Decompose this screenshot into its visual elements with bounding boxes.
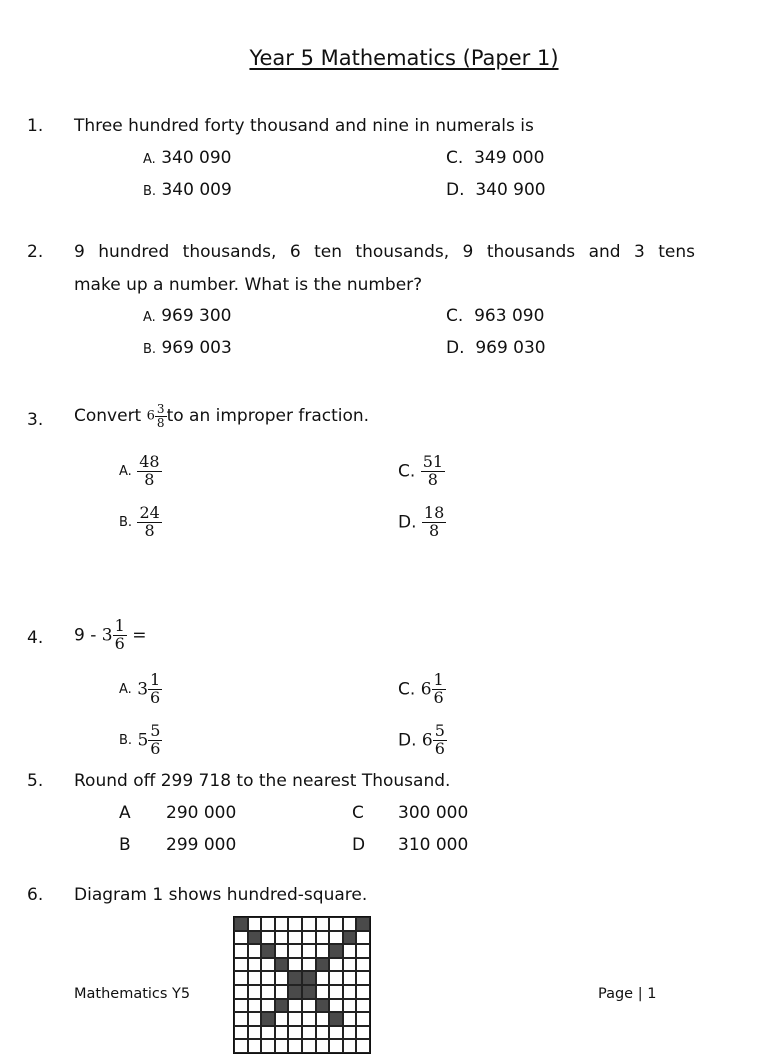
grid-cell [248,985,262,999]
grid-cell [234,999,248,1013]
grid-cell [356,931,370,945]
grid-cell [261,971,275,985]
grid-cell [248,917,262,931]
grid-cell [343,958,357,972]
question-3-text: Convert 6 $\frac{3}{8}$ to an improper fraction. [74,402,370,430]
grid-cell [329,999,343,1013]
question-4-expression: 9 - 3 $\frac{1}{6}$ = [74,616,147,653]
grid-cell [288,1026,302,1040]
grid-cell [234,917,248,931]
footer-page-number: Page | 1 [598,986,657,1002]
grid-cell [261,1039,275,1053]
grid-cell [329,985,343,999]
grid-cell [288,931,302,945]
question-4-option-b: B. 5 $\frac{5}{6}$ [119,721,161,758]
grid-cell [302,985,316,999]
grid-cell [261,917,275,931]
grid-cell [288,985,302,999]
grid-cell [261,931,275,945]
question-2-option-a: A. 969 300 [143,306,232,326]
question-2-number: 2. [27,242,44,262]
grid-cell [234,971,248,985]
question-2-option-b: B. 969 003 [143,338,232,358]
grid-cell [329,971,343,985]
grid-cell [302,958,316,972]
grid-cell [316,958,330,972]
grid-cell [234,931,248,945]
grid-cell [329,917,343,931]
question-2-text-line2: make up a number. What is the number? [74,275,423,295]
grid-cell [275,985,289,999]
grid-cell [302,1026,316,1040]
question-5-option-c-letter: C [352,803,364,823]
grid-cell [275,917,289,931]
grid-cell [343,917,357,931]
grid-cell [288,999,302,1013]
grid-cell [302,944,316,958]
question-5-option-a-letter: A [119,803,131,823]
question-6-number: 6. [27,885,44,905]
grid-cell [234,958,248,972]
hundred-square-diagram [233,916,371,1054]
grid-cell [261,1026,275,1040]
grid-cell [316,1039,330,1053]
grid-cell [356,985,370,999]
grid-cell [316,971,330,985]
question-3-option-c: C. $\frac{51}{8}$ [398,452,444,489]
grid-cell [248,999,262,1013]
grid-cell [275,971,289,985]
grid-cell [302,1039,316,1053]
grid-cell [275,931,289,945]
grid-cell [356,1039,370,1053]
question-5-option-d-letter: D [352,835,366,855]
grid-cell [234,1039,248,1053]
question-3-mixed-fraction: $\frac{3}{8}$ [156,402,165,430]
grid-cell [288,958,302,972]
grid-cell [248,958,262,972]
question-2-text-line1: 9 hundred thousands, 6 ten thousands, 9 thousands and 3 tens [74,242,695,262]
question-5-option-b-value: 299 000 [166,835,237,855]
grid-cell [329,958,343,972]
question-5-option-b-letter: B [119,835,131,855]
grid-cell [302,971,316,985]
grid-cell [288,917,302,931]
grid-cell [288,1039,302,1053]
grid-cell [275,958,289,972]
grid-cell [248,931,262,945]
grid-cell [329,1039,343,1053]
grid-cell [316,985,330,999]
grid-cell [356,944,370,958]
grid-cell [275,1039,289,1053]
grid-cell [329,931,343,945]
question-1-text: Three hundred forty thousand and nine in numerals is [74,116,534,136]
grid-cell [316,1026,330,1040]
grid-cell [234,1026,248,1040]
grid-cell [248,971,262,985]
grid-cell [343,944,357,958]
grid-cell [316,944,330,958]
question-1-option-a: A. 340 090 [143,148,232,168]
grid-cell [343,931,357,945]
grid-cell [261,985,275,999]
grid-cell [329,1026,343,1040]
question-3-number: 3. [27,410,44,430]
grid-cell [343,999,357,1013]
question-4-option-c: C. 6 $\frac{1}{6}$ [398,670,444,707]
page-title: Year 5 Mathematics (Paper 1) [249,46,559,70]
grid-cell [275,944,289,958]
grid-cell [261,999,275,1013]
grid-cell [343,985,357,999]
question-3-option-b: B. $\frac{24}{8}$ [119,503,160,540]
grid-cell [329,944,343,958]
question-5-option-a-value: 290 000 [166,803,237,823]
grid-cell [302,917,316,931]
grid-cell [275,1026,289,1040]
grid-cell [302,931,316,945]
question-5-option-c-value: 300 000 [398,803,469,823]
grid-cell [248,1026,262,1040]
question-6-text: Diagram 1 shows hundred-square. [74,885,368,905]
grid-cell [343,971,357,985]
question-1-option-d: D. 340 900 [446,180,546,200]
question-5-text: Round off 299 718 to the nearest Thousand. [74,771,451,791]
question-3-option-d: D. $\frac{18}{8}$ [398,503,445,540]
grid-cell [288,971,302,985]
grid-cell [343,1039,357,1053]
question-5-number: 5. [27,771,44,791]
question-2-option-c: C. 963 090 [446,306,545,326]
grid-cell [288,944,302,958]
question-1-number: 1. [27,116,44,136]
grid-cell [302,999,316,1013]
question-1-option-b: B. 340 009 [143,180,232,200]
grid-cell [275,999,289,1013]
grid-cell [261,944,275,958]
grid-cell [356,917,370,931]
grid-cell [234,985,248,999]
grid-cell [316,931,330,945]
grid-cell [248,944,262,958]
footer-subject: Mathematics Y5 [74,986,191,1002]
question-5-option-d-value: 310 000 [398,835,469,855]
question-4-number: 4. [27,628,44,648]
grid-cell [316,999,330,1013]
grid-cell [356,999,370,1013]
question-4-option-d: D. 6 $\frac{5}{6}$ [398,721,445,758]
grid-cell [356,971,370,985]
question-3-option-a: A. $\frac{48}{8}$ [119,452,160,489]
grid-cell [261,958,275,972]
question-2-option-d: D. 969 030 [446,338,546,358]
grid-cell [316,917,330,931]
grid-cell [343,1026,357,1040]
grid-cell [356,1026,370,1040]
grid-cell [356,958,370,972]
grid-cell [248,1039,262,1053]
question-1-option-c: C. 349 000 [446,148,545,168]
question-3-mixed-whole: 6 [146,408,155,424]
question-4-option-a: A. 3 $\frac{1}{6}$ [119,670,161,707]
grid-cell [234,944,248,958]
